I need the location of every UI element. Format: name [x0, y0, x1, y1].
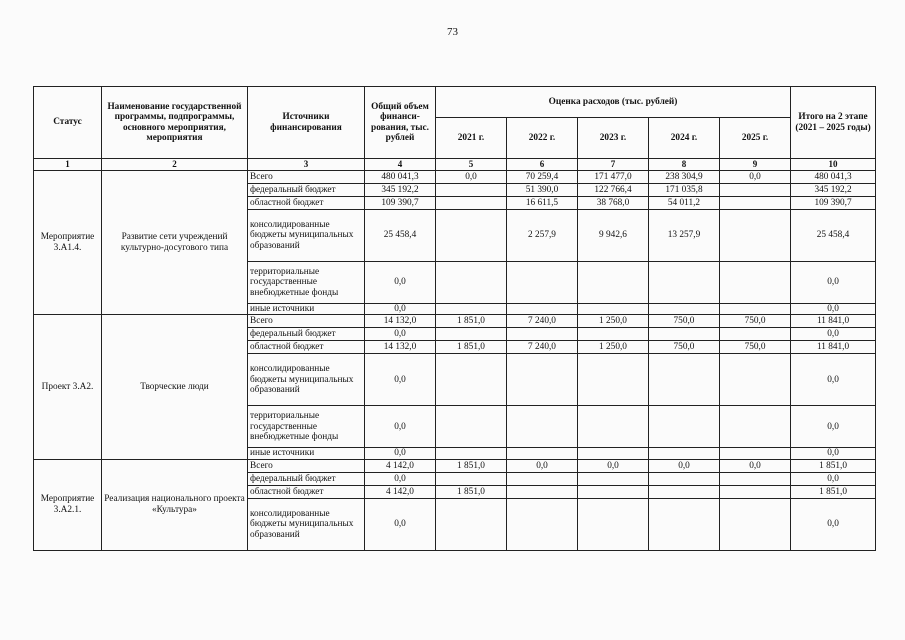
cell-final: 25 458,4 — [791, 210, 876, 262]
cell-total: 0,0 — [365, 472, 436, 485]
row-name: Творческие люди — [102, 315, 248, 459]
row-source: федеральный бюджет — [248, 184, 365, 197]
cell-total: 109 390,7 — [365, 197, 436, 210]
cell-2021 — [436, 304, 507, 315]
cell-2025 — [720, 406, 791, 448]
row-source: областной бюджет — [248, 341, 365, 354]
column-index-row — [34, 159, 876, 171]
cell-final: 0,0 — [791, 304, 876, 315]
cell-total: 480 041,3 — [365, 171, 436, 184]
cell-2021 — [436, 262, 507, 304]
column-index: 8 — [649, 159, 720, 171]
cell-2023 — [578, 472, 649, 485]
cell-2023 — [578, 262, 649, 304]
row-source: федеральный бюджет — [248, 472, 365, 485]
row-source: областной бюджет — [248, 485, 365, 498]
cell-total: 0,0 — [365, 354, 436, 406]
cell-final: 0,0 — [791, 498, 876, 550]
cell-2023: 171 477,0 — [578, 171, 649, 184]
cell-final: 0,0 — [791, 448, 876, 459]
table-header — [34, 87, 876, 171]
cell-final: 1 851,0 — [791, 485, 876, 498]
cell-2025 — [720, 448, 791, 459]
cell-2022: 2 257,9 — [507, 210, 578, 262]
row-source: Всего — [248, 171, 365, 184]
cell-2024: 171 035,8 — [649, 184, 720, 197]
cell-2023 — [578, 406, 649, 448]
cell-final: 345 192,2 — [791, 184, 876, 197]
row-source: консолидированные бюджеты муниципальных образований — [248, 210, 365, 262]
cell-2021 — [436, 448, 507, 459]
header-year: 2021 г. — [436, 118, 507, 159]
header-name: Наименование государственной программы, подпрограммы, основного мероприятия, мероприятия — [102, 87, 248, 159]
cell-2025 — [720, 210, 791, 262]
cell-total: 25 458,4 — [365, 210, 436, 262]
table-row — [34, 459, 876, 472]
column-index: 2 — [102, 159, 248, 171]
cell-2023: 38 768,0 — [578, 197, 649, 210]
cell-total: 14 132,0 — [365, 315, 436, 328]
cell-2022 — [507, 448, 578, 459]
cell-2022 — [507, 406, 578, 448]
row-source: иные источники — [248, 448, 365, 459]
cell-2023: 1 250,0 — [578, 341, 649, 354]
cell-2021: 1 851,0 — [436, 315, 507, 328]
cell-total: 0,0 — [365, 328, 436, 341]
cell-2024 — [649, 498, 720, 550]
row-name: Реализация национального проекта «Культура» — [102, 459, 248, 550]
table-row — [34, 171, 876, 184]
cell-2024 — [649, 354, 720, 406]
cell-2025 — [720, 485, 791, 498]
cell-final: 0,0 — [791, 262, 876, 304]
cell-2022: 0,0 — [507, 459, 578, 472]
cell-2024: 750,0 — [649, 315, 720, 328]
header-year: 2025 г. — [720, 118, 791, 159]
cell-2021 — [436, 406, 507, 448]
cell-2025 — [720, 197, 791, 210]
cell-2022 — [507, 485, 578, 498]
cell-2025 — [720, 354, 791, 406]
cell-total: 14 132,0 — [365, 341, 436, 354]
column-index: 7 — [578, 159, 649, 171]
header-total: Общий объем финанси-рования, тыс. рублей — [365, 87, 436, 159]
cell-total: 345 192,2 — [365, 184, 436, 197]
cell-2025: 0,0 — [720, 171, 791, 184]
row-source: консолидированные бюджеты муниципальных образований — [248, 354, 365, 406]
cell-2021 — [436, 498, 507, 550]
cell-2025 — [720, 472, 791, 485]
row-status: Мероприятие 3.А1.4. — [34, 171, 102, 315]
header-year: 2023 г. — [578, 118, 649, 159]
row-source: Всего — [248, 315, 365, 328]
cell-2023 — [578, 485, 649, 498]
cell-2023: 0,0 — [578, 459, 649, 472]
cell-2025 — [720, 304, 791, 315]
cell-2022 — [507, 472, 578, 485]
header-year: 2024 г. — [649, 118, 720, 159]
cell-2022: 51 390,0 — [507, 184, 578, 197]
cell-2021 — [436, 328, 507, 341]
cell-2021 — [436, 184, 507, 197]
cell-total: 0,0 — [365, 406, 436, 448]
cell-2021: 0,0 — [436, 171, 507, 184]
row-source: федеральный бюджет — [248, 328, 365, 341]
column-index: 10 — [791, 159, 876, 171]
cell-final: 0,0 — [791, 472, 876, 485]
cell-2025: 750,0 — [720, 315, 791, 328]
cell-2021 — [436, 472, 507, 485]
row-source: территориальные государственные внебюджетные фонды — [248, 406, 365, 448]
column-index: 1 — [34, 159, 102, 171]
cell-final: 0,0 — [791, 406, 876, 448]
table-row — [34, 315, 876, 328]
cell-final: 0,0 — [791, 354, 876, 406]
cell-2021: 1 851,0 — [436, 459, 507, 472]
row-source: территориальные государственные внебюджетные фонды — [248, 262, 365, 304]
cell-2025: 750,0 — [720, 341, 791, 354]
header-status: Статус — [34, 87, 102, 159]
column-index: 3 — [248, 159, 365, 171]
cell-2022: 7 240,0 — [507, 341, 578, 354]
cell-2024 — [649, 448, 720, 459]
cell-2022 — [507, 304, 578, 315]
row-status: Проект 3.А2. — [34, 315, 102, 459]
cell-final: 11 841,0 — [791, 341, 876, 354]
cell-2022 — [507, 498, 578, 550]
cell-2023: 1 250,0 — [578, 315, 649, 328]
cell-2021: 1 851,0 — [436, 341, 507, 354]
cell-final: 11 841,0 — [791, 315, 876, 328]
cell-2021 — [436, 197, 507, 210]
row-source: областной бюджет — [248, 197, 365, 210]
cell-total: 4 142,0 — [365, 485, 436, 498]
column-index: 4 — [365, 159, 436, 171]
column-index: 6 — [507, 159, 578, 171]
cell-2024 — [649, 485, 720, 498]
row-status: Мероприятие 3.А2.1. — [34, 459, 102, 550]
page-number: 73 — [447, 26, 458, 38]
row-name: Развитие сети учреждений культурно-досугового типа — [102, 171, 248, 315]
cell-total: 0,0 — [365, 498, 436, 550]
budget-table — [33, 86, 876, 551]
cell-final: 1 851,0 — [791, 459, 876, 472]
column-index: 9 — [720, 159, 791, 171]
cell-2024 — [649, 262, 720, 304]
row-source: Всего — [248, 459, 365, 472]
cell-total: 0,0 — [365, 448, 436, 459]
cell-2023 — [578, 328, 649, 341]
header-sources: Источники финансирования — [248, 87, 365, 159]
cell-2025 — [720, 498, 791, 550]
cell-total: 4 142,0 — [365, 459, 436, 472]
column-index: 5 — [436, 159, 507, 171]
cell-2024 — [649, 472, 720, 485]
cell-2023: 122 766,4 — [578, 184, 649, 197]
cell-total: 0,0 — [365, 304, 436, 315]
cell-2025 — [720, 184, 791, 197]
cell-2022: 70 259,4 — [507, 171, 578, 184]
cell-2021 — [436, 210, 507, 262]
cell-2023 — [578, 448, 649, 459]
cell-final: 0,0 — [791, 328, 876, 341]
cell-2023 — [578, 498, 649, 550]
header-final: Итого на 2 этапе (2021 – 2025 годы) — [791, 87, 876, 159]
cell-2021: 1 851,0 — [436, 485, 507, 498]
row-source: консолидированные бюджеты муниципальных образований — [248, 498, 365, 550]
cell-2024: 750,0 — [649, 341, 720, 354]
cell-2021 — [436, 354, 507, 406]
cell-2022: 16 611,5 — [507, 197, 578, 210]
header-estimate: Оценка расходов (тыс. рублей) — [436, 87, 791, 118]
cell-2022: 7 240,0 — [507, 315, 578, 328]
header-year: 2022 г. — [507, 118, 578, 159]
cell-2025 — [720, 262, 791, 304]
cell-2024 — [649, 304, 720, 315]
cell-2023 — [578, 304, 649, 315]
cell-2024 — [649, 406, 720, 448]
row-source: иные источники — [248, 304, 365, 315]
cell-2023: 9 942,6 — [578, 210, 649, 262]
cell-2025 — [720, 328, 791, 341]
cell-2024: 0,0 — [649, 459, 720, 472]
cell-2022 — [507, 328, 578, 341]
cell-2025: 0,0 — [720, 459, 791, 472]
cell-final: 109 390,7 — [791, 197, 876, 210]
cell-2022 — [507, 262, 578, 304]
cell-2022 — [507, 354, 578, 406]
cell-2024: 238 304,9 — [649, 171, 720, 184]
cell-total: 0,0 — [365, 262, 436, 304]
cell-final: 480 041,3 — [791, 171, 876, 184]
cell-2023 — [578, 354, 649, 406]
cell-2024: 54 011,2 — [649, 197, 720, 210]
cell-2024: 13 257,9 — [649, 210, 720, 262]
cell-2024 — [649, 328, 720, 341]
